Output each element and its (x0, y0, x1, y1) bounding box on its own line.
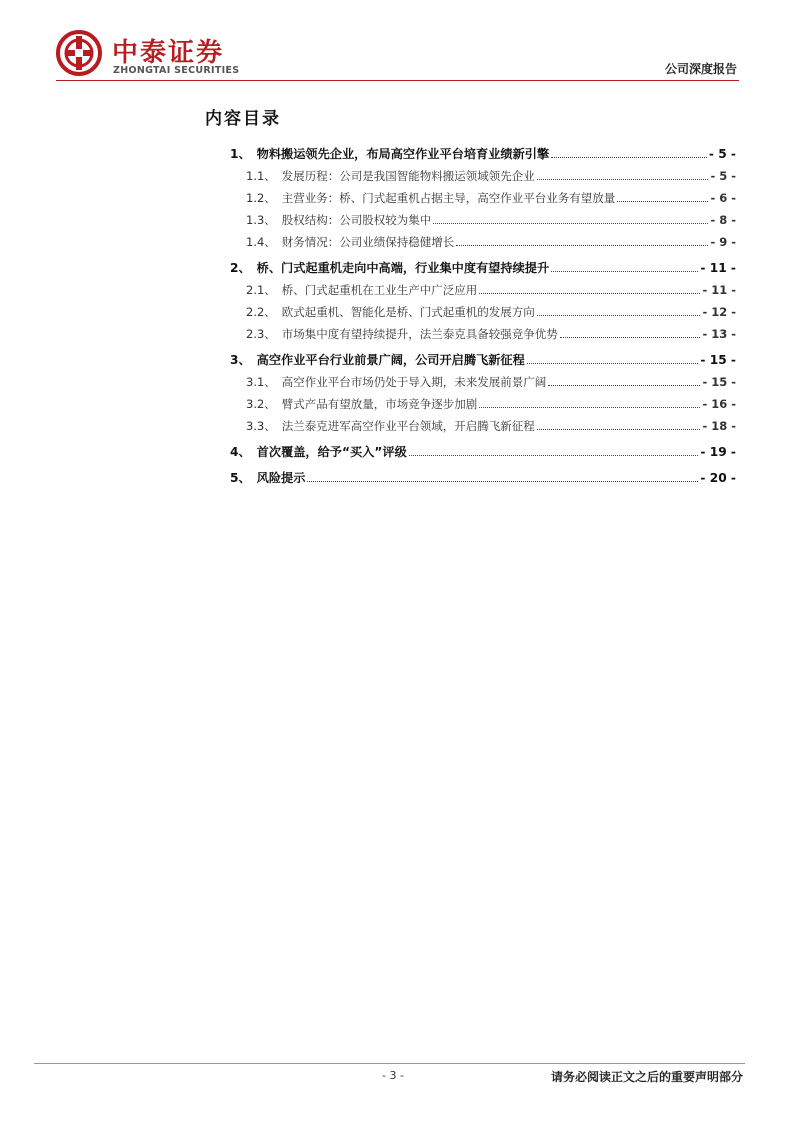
toc-entry-page: - 5 - (708, 147, 736, 161)
toc-entry-number: 1、 (230, 147, 251, 161)
toc-leader-dots (551, 271, 698, 272)
toc-entry-page: - 15 - (702, 375, 736, 389)
footer-divider (34, 1063, 745, 1064)
toc-entry-title: 财务情况：公司业绩保持稳健增长 (281, 235, 455, 249)
logo-english-name: ZHONGTAI SECURITIES (113, 65, 240, 76)
toc-entry-number: 3.2、 (246, 397, 276, 411)
toc-entry-number: 3.3、 (246, 419, 276, 433)
toc-leader-dots (433, 223, 708, 224)
toc-entry-3-1[interactable] (230, 371, 736, 393)
toc-entry-page: - 18 - (702, 419, 736, 433)
toc-leader-dots (479, 407, 700, 408)
toc-entry-number: 4、 (230, 445, 251, 459)
toc-entry-title: 高空作业平台市场仍处于导入期，未来发展前景广阔 (281, 375, 547, 389)
toc-entry-2-3[interactable] (230, 323, 736, 345)
toc-entry-page: - 5 - (710, 169, 736, 183)
toc-entry-5[interactable] (230, 467, 736, 489)
toc-entry-number: 1.4、 (246, 235, 276, 249)
toc-entry-4[interactable] (230, 441, 736, 463)
toc-leader-dots (527, 363, 699, 364)
toc-entry-number: 2、 (230, 261, 251, 275)
toc-entry-title: 风险提示 (256, 471, 306, 485)
toc-entry-2-1[interactable] (230, 279, 736, 301)
toc-entry-page: - 8 - (710, 213, 736, 227)
toc-entry-3-2[interactable] (230, 393, 736, 415)
toc-entry-page: - 13 - (702, 327, 736, 341)
toc-entry-title: 高空作业平台行业前景广阔，公司开启腾飞新征程 (256, 353, 525, 367)
toc-leader-dots (548, 385, 700, 386)
toc-entry-number: 1.2、 (246, 191, 276, 205)
toc-entry-page: - 20 - (700, 471, 736, 485)
report-type-label: 公司深度报告 (664, 62, 737, 76)
toc-entry-title: 臂式产品有望放量，市场竞争逐步加剧 (281, 397, 478, 411)
toc-entry-1[interactable] (230, 143, 736, 165)
toc-title: 内容目录 (205, 109, 281, 129)
toc-leader-dots (456, 245, 708, 246)
toc-entry-number: 5、 (230, 471, 251, 485)
toc-entry-title: 市场集中度有望持续提升，法兰泰克具备较强竞争优势 (281, 327, 558, 341)
toc-entry-number: 2.2、 (246, 305, 276, 319)
toc-entry-title: 法兰泰克进军高空作业平台领域，开启腾飞新征程 (281, 419, 535, 433)
logo-chinese-name: 中泰证券 (112, 38, 225, 68)
toc-leader-dots (479, 293, 700, 294)
toc-entry-page: - 9 - (710, 235, 736, 249)
toc-leader-dots (617, 201, 708, 202)
toc-entry-2[interactable] (230, 257, 736, 279)
zhongtai-logo-icon (56, 30, 102, 76)
toc-entry-title: 欧式起重机、智能化是桥、门式起重机的发展方向 (281, 305, 535, 319)
toc-entry-page: - 16 - (702, 397, 736, 411)
toc-entry-title: 首次覆盖，给予“买入”评级 (256, 445, 407, 459)
toc-leader-dots (537, 315, 701, 316)
toc-entry-1-3[interactable] (230, 209, 736, 231)
table-of-contents (230, 143, 736, 489)
toc-leader-dots (537, 179, 709, 180)
toc-entry-page: - 11 - (700, 261, 736, 275)
toc-entry-1-2[interactable] (230, 187, 736, 209)
disclaimer-note: 请务必阅读正文之后的重要声明部分 (550, 1070, 743, 1084)
toc-entry-page: - 6 - (710, 191, 736, 205)
toc-entry-number: 2.3、 (246, 327, 276, 341)
toc-entry-1-1[interactable] (230, 165, 736, 187)
toc-entry-number: 1.3、 (246, 213, 276, 227)
toc-entry-number: 2.1、 (246, 283, 276, 297)
toc-entry-page: - 19 - (700, 445, 736, 459)
toc-entry-title: 股权结构：公司股权较为集中 (281, 213, 432, 227)
toc-entry-number: 3.1、 (246, 375, 276, 389)
header-divider (56, 80, 739, 81)
toc-leader-dots (307, 481, 698, 482)
toc-leader-dots (409, 455, 699, 456)
toc-leader-dots (551, 157, 707, 158)
toc-entry-title: 桥、门式起重机在工业生产中广泛应用 (281, 283, 478, 297)
toc-entry-page: - 11 - (702, 283, 736, 297)
toc-entry-title: 桥、门式起重机走向中高端，行业集中度有望持续提升 (256, 261, 550, 275)
toc-leader-dots (537, 429, 701, 430)
page-number: - 3 - (382, 1069, 404, 1082)
toc-entry-title: 主营业务：桥、门式起重机占据主导，高空作业平台业务有望放量 (281, 191, 616, 205)
toc-entry-3-3[interactable] (230, 415, 736, 437)
toc-entry-page: - 12 - (702, 305, 736, 319)
company-logo (56, 30, 256, 80)
toc-entry-3[interactable] (230, 349, 736, 371)
toc-entry-title: 物料搬运领先企业，布局高空作业平台培育业绩新引擎 (256, 147, 550, 161)
toc-entry-title: 发展历程：公司是我国智能物料搬运领域领先企业 (281, 169, 535, 183)
toc-entry-number: 3、 (230, 353, 251, 367)
toc-entry-1-4[interactable] (230, 231, 736, 253)
toc-entry-2-2[interactable] (230, 301, 736, 323)
toc-entry-number: 1.1、 (246, 169, 276, 183)
toc-leader-dots (560, 337, 701, 338)
toc-entry-page: - 15 - (700, 353, 736, 367)
